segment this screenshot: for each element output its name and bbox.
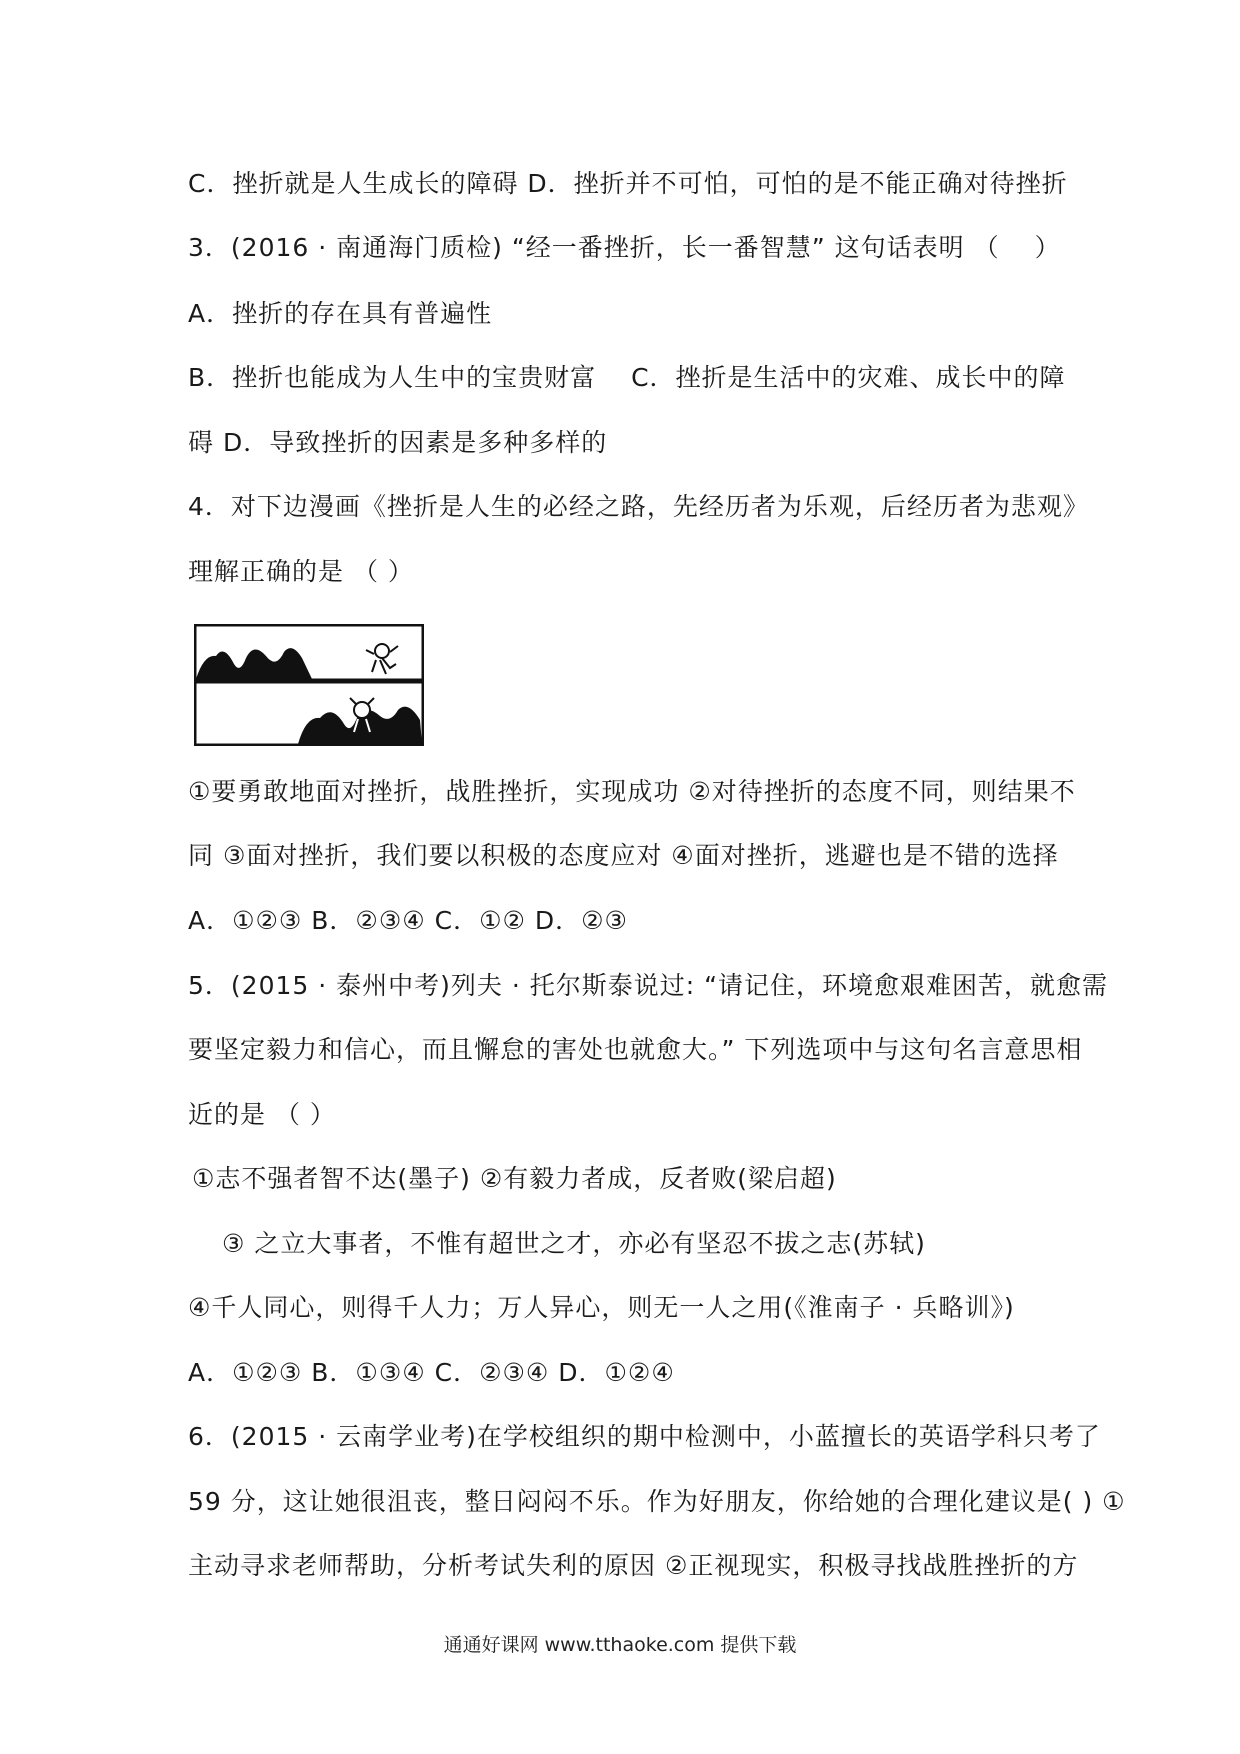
question-4-stem-cont: 理解正确的是 （ ） <box>188 557 414 586</box>
text-line: C．挫折就是人生成长的障碍 D．挫折并不可怕，可怕的是不能正确对待挫折 <box>188 169 1068 198</box>
question-5-stem-end: 近的是 （ ） <box>188 1100 336 1129</box>
question-4-stem: 4．对下边漫画《挫折是人生的必经之路，先经历者为乐观，后经历者为悲观》 <box>188 492 1089 521</box>
question-3-option-d: 碍 D．导致挫折的因素是多种多样的 <box>188 428 608 457</box>
cartoon-image <box>194 624 424 746</box>
question-4-statements-cont: 同 ③面对挫折，我们要以积极的态度应对 ④面对挫折，逃避也是不错的选择 <box>188 841 1059 870</box>
question-4-options: A．①②③ B．②③④ C．①② D．②③ <box>188 906 628 935</box>
question-5-item-12: ①志不强者智不达(墨子) ②有毅力者成，反者败(梁启超) <box>192 1164 837 1193</box>
question-6-stem: 6．(2015 · 云南学业考)在学校组织的期中检测中，小蓝擅长的英语学科只考了 <box>188 1422 1101 1451</box>
question-3-options-bc: B．挫折也能成为人生中的宝贵财富 C．挫折是生活中的灾难、成长中的障 <box>188 363 1066 392</box>
question-5-stem: 5．(2015 · 泰州中考)列夫 · 托尔斯泰说过: “请记住，环境愈艰难困苦，就愈需 <box>188 971 1109 1000</box>
question-6-item: 主动寻求老师帮助，分析考试失利的原因 ②正视现实，积极寻找战胜挫折的方 <box>188 1551 1079 1580</box>
page-footer: 通通好课网 www.tthaoke.com 提供下载 <box>443 1634 797 1656</box>
question-3-stem: 3．(2016 · 南通海门质检) “经一番挫折，长一番智慧” 这句话表明 （ ） <box>188 233 1061 262</box>
question-5-item-3: ③ 之立大事者，不惟有超世之才，亦必有坚忍不拔之志(苏轼) <box>222 1229 926 1258</box>
question-4-statements: ①要勇敢地面对挫折，战胜挫折，实现成功 ②对待挫折的态度不同，则结果不 <box>188 777 1076 806</box>
question-3-option-a: A．挫折的存在具有普遍性 <box>188 299 493 328</box>
question-5-options: A．①②③ B．①③④ C．②③④ D．①②④ <box>188 1358 675 1387</box>
question-5-stem-cont: 要坚定毅力和信心，而且懈怠的害处也就愈大。” 下列选项中与这句名言意思相 <box>188 1035 1083 1064</box>
question-5-item-4: ④千人同心，则得千人力；万人异心，则无一人之用(《淮南子 · 兵略训》) <box>188 1293 1015 1322</box>
question-6-stem-cont: 59 分，这让她很沮丧，整日闷闷不乐。作为好朋友，你给她的合理化建议是( ) ① <box>188 1487 1126 1516</box>
